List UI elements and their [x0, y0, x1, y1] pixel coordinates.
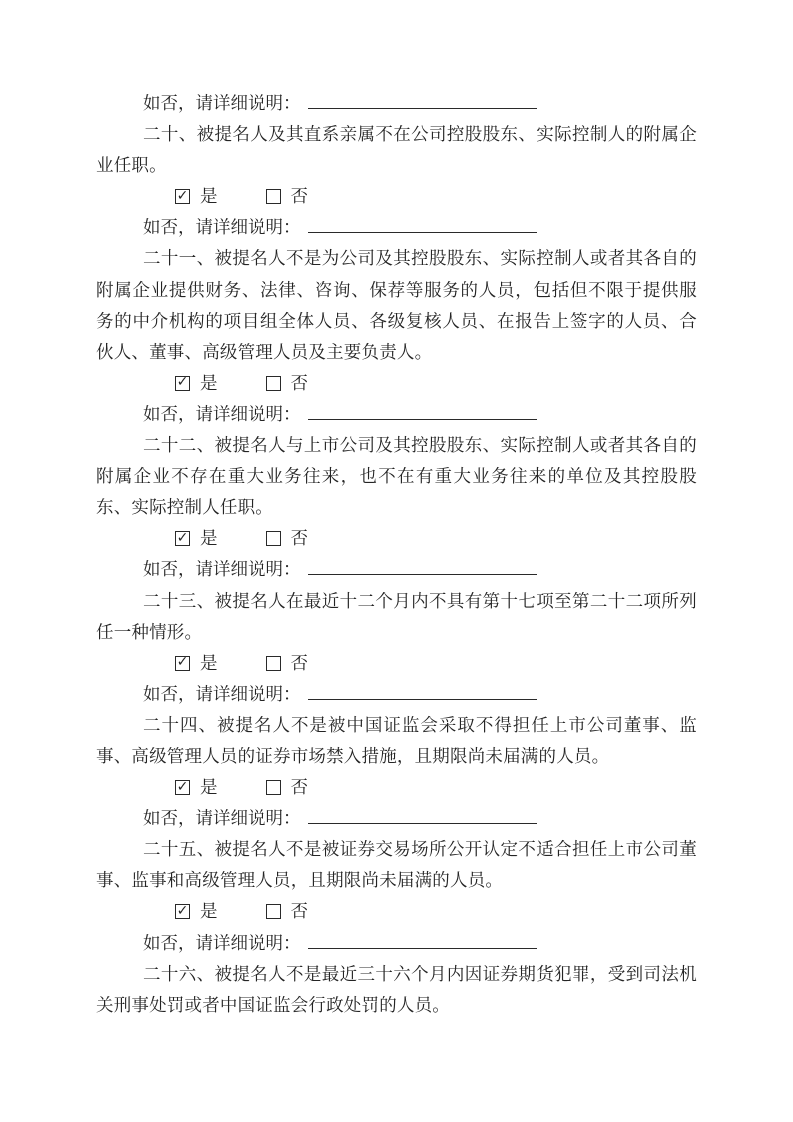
- yes-no-row: [96, 648, 697, 679]
- followup-row: [96, 928, 697, 959]
- no-checkbox[interactable]: [266, 376, 281, 391]
- yes-checkbox[interactable]: [175, 189, 190, 204]
- followup-label: 如否，请详细说明：: [143, 808, 301, 829]
- yes-checkbox[interactable]: [175, 656, 190, 671]
- declaration-item-26: [96, 959, 697, 1021]
- followup-row: [96, 88, 697, 119]
- followup-label: 如否，请详细说明：: [143, 93, 301, 113]
- no-label: 否: [290, 528, 308, 549]
- followup-row: [96, 554, 697, 585]
- yes-label: 是: [200, 372, 218, 393]
- declaration-item-24: [96, 710, 697, 834]
- followup-row: [96, 212, 697, 243]
- explanation-blank-line[interactable]: [308, 685, 537, 700]
- yes-label: 是: [200, 777, 218, 798]
- yes-label: 是: [200, 901, 218, 922]
- no-checkbox[interactable]: [266, 780, 281, 795]
- no-checkbox[interactable]: [266, 904, 281, 919]
- followup-row: [96, 679, 697, 710]
- yes-label: 是: [200, 652, 218, 673]
- yes-checkbox[interactable]: [175, 531, 190, 546]
- followup-label: 如否，请详细说明：: [143, 403, 301, 424]
- no-label: 否: [290, 652, 308, 673]
- item-statement: 二十五、被提名人不是被证券交易场所公开认定不适合担任上市公司董事、监事和高级管理人员，且期限尚未届满的人员。: [96, 839, 697, 891]
- explanation-blank-line[interactable]: [308, 218, 537, 233]
- followup-row: [96, 399, 697, 430]
- yes-label: 是: [200, 186, 218, 207]
- item-statement: 二十二、被提名人与上市公司及其控股股东、实际控制人或者其各自的附属企业不存在重大业务往来，也不在有重大业务往来的单位及其控股股东、实际控制人任职。: [96, 435, 697, 518]
- no-checkbox[interactable]: [266, 656, 281, 671]
- item-statement: 二十一、被提名人不是为公司及其控股股东、实际控制人或者其各自的附属企业提供财务、法律、咨询、保荐等服务的人员，包括但不限于提供服务的中介机构的项目组全体人员、各级复核人员、在报告上签字的人员、合伙人、董事、高级管理人员及主要负责人。: [96, 248, 697, 362]
- followup-label: 如否，请详细说明：: [143, 217, 301, 238]
- declaration-item-25: [96, 834, 697, 958]
- yes-label: 是: [200, 528, 218, 549]
- no-label: 否: [290, 186, 308, 207]
- yes-checkbox[interactable]: [175, 780, 190, 795]
- yes-checkbox[interactable]: [175, 376, 190, 391]
- item-statement: 二十、被提名人及其直系亲属不在公司控股股东、实际控制人的附属企业任职。: [96, 124, 697, 176]
- declaration-item-23: [96, 586, 697, 710]
- yes-no-row: [96, 896, 697, 927]
- yes-no-row: [96, 523, 697, 554]
- declaration-item-20: [96, 119, 697, 243]
- no-label: 否: [290, 372, 308, 393]
- declaration-item-22: [96, 430, 697, 585]
- explanation-blank-line[interactable]: [308, 934, 537, 949]
- followup-label: 如否，请详细说明：: [143, 683, 301, 704]
- followup-label: 如否，请详细说明：: [143, 932, 301, 953]
- no-label: 否: [290, 901, 308, 922]
- explanation-blank-line[interactable]: [308, 94, 537, 109]
- followup-label: 如否，请详细说明：: [143, 559, 301, 580]
- yes-no-row: [96, 368, 697, 399]
- no-label: 否: [290, 777, 308, 798]
- item-statement: 二十六、被提名人不是最近三十六个月内因证券期货犯罪，受到司法机关刑事处罚或者中国证监会行政处罚的人员。: [96, 963, 697, 1015]
- explanation-blank-line[interactable]: [308, 560, 537, 575]
- item-statement: 二十四、被提名人不是被中国证监会采取不得担任上市公司董事、监事、高级管理人员的证券市场禁入措施，且期限尚未届满的人员。: [96, 714, 697, 766]
- item-statement: 二十三、被提名人在最近十二个月内不具有第十七项至第二十二项所列任一种情形。: [96, 590, 697, 642]
- no-checkbox[interactable]: [266, 531, 281, 546]
- explanation-blank-line[interactable]: [308, 405, 537, 420]
- yes-checkbox[interactable]: [175, 904, 190, 919]
- declaration-item-21: [96, 243, 697, 430]
- yes-no-row: [96, 181, 697, 212]
- yes-no-row: [96, 772, 697, 803]
- followup-row: [96, 803, 697, 834]
- no-checkbox[interactable]: [266, 189, 281, 204]
- explanation-blank-line[interactable]: [308, 809, 537, 824]
